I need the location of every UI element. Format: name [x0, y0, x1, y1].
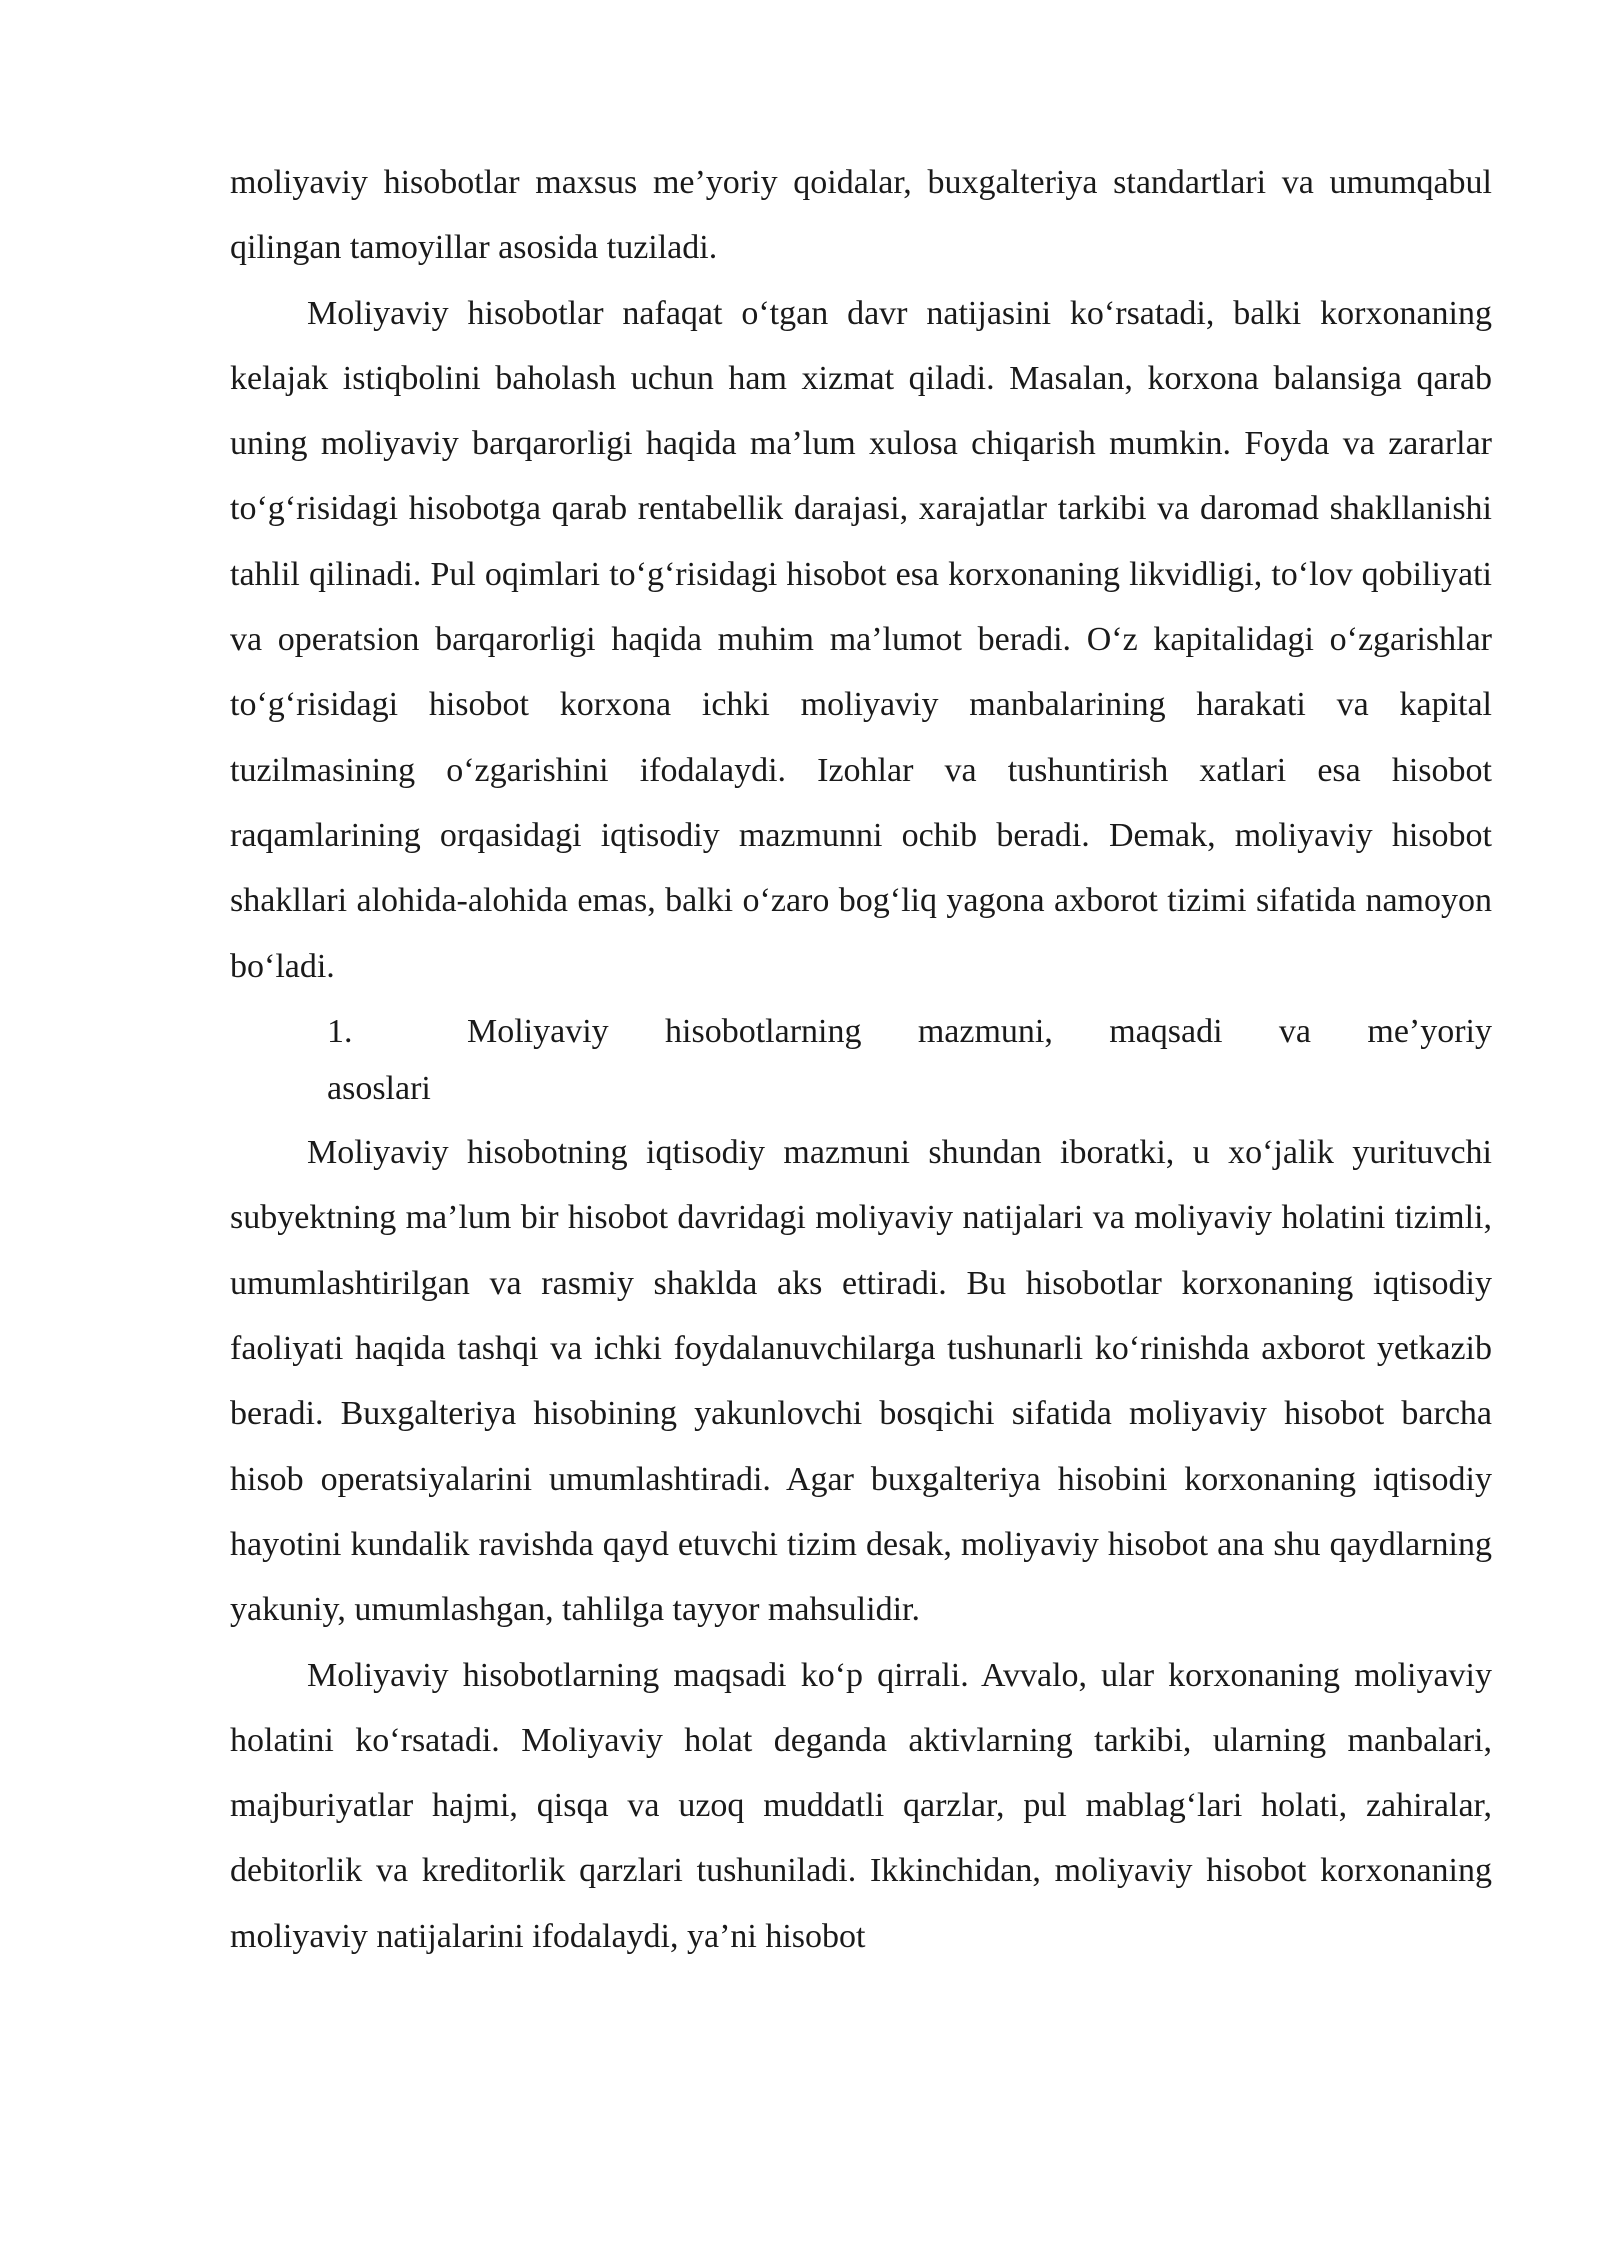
- paragraph: Moliyaviy hisobotning iqtisodiy mazmuni shundan iboratki, u xo‘jalik yurituvchi subyektning ma’lum bir hisobot davridagi moliyaviy natijalari va moliyaviy holatini tizimli, umumlashtirilgan va rasmiy shaklda aks ettiradi. Bu hisobotlar korxonaning iqtisodiy faoliyati haqida tashqi va ichki foydalanuvchilarga tushunarli ko‘rinishda axborot yetkazib beradi. Buxgalteriya hisobining yakunlovchi bosqichi sifatida moliyaviy hisobot barcha hisob operatsiyalarini umumlashtiradi. Agar buxgalteriya hisobini korxonaning iqtisodiy hayotini kundalik ravishda qayd etuvchi tizim desak, moliyaviy hisobot ana shu qaydlarning yakuniy, umumlashgan, tahlilga tayyor mahsulidir.: [230, 1134, 1492, 1629]
- paragraph: Moliyaviy hisobotlarning maqsadi ko‘p qirrali. Avvalo, ular korxonaning moliyaviy holatini ko‘rsatadi. Moliyaviy holat deganda aktivlarning tarkibi, ularning manbalari, majburiyatlar hajmi, qisqa va uzoq muddatli qarzlar, pul mablag‘lari holati, zahiralar, debitorlik va kreditorlik qarzlari tushuniladi. Ikkinchidan, moliyaviy hisobot korxonaning moliyaviy natijalarini ifodalaydi, ya’ni hisobot: [230, 1656, 1492, 1955]
- paragraph-continuation: moliyaviy hisobotlar maxsus me’yoriy qoidalar, buxgalteriya standartlari va umumqabul qilingan tamoyillar asosida tuziladi.: [230, 164, 1492, 267]
- paragraph: Moliyaviy hisobotlar nafaqat o‘tgan davr natijasini ko‘rsatadi, balki korxonaning kelajak istiqbolini baholash uchun ham xizmat qiladi. Masalan, korxona balansiga qarab uning moliyaviy barqarorligi haqida ma’lum xulosa chiqarish mumkin. Foyda va zararlar to‘g‘risidagi hisobotga qarab rentabellik darajasi, xarajatlar tarkibi va daromad shakllanishi tahlil qilinadi. Pul oqimlari to‘g‘risidagi hisobot esa korxonaning likvidligi, to‘lov qobiliyati va operatsion barqarorligi haqida muhim ma’lumot beradi. O‘z kapitalidagi o‘zgarishlar to‘g‘risidagi hisobot korxona ichki moliyaviy manbalarining harakati va kapital tuzilmasining o‘zgarishini ifodalaydi. Izohlar va tushuntirish xatlari esa hisobot raqamlarining orqasidagi iqtisodiy mazmunni ochib beradi. Demak, moliyaviy hisobot shakllari alohida-alohida emas, balki o‘zaro bog‘liq yagona axborot tizimi sifatida namoyon bo‘ladi.: [230, 294, 1492, 985]
- section-title: Moliyaviy hisobotlarning mazmuni, maqsadi va me’yoriy: [467, 1012, 1492, 1050]
- section-number: 1.: [327, 1012, 353, 1050]
- section-title-continuation: asoslari: [327, 1070, 431, 1108]
- section-heading: [230, 999, 1492, 1064]
- document-body: [230, 150, 1492, 1969]
